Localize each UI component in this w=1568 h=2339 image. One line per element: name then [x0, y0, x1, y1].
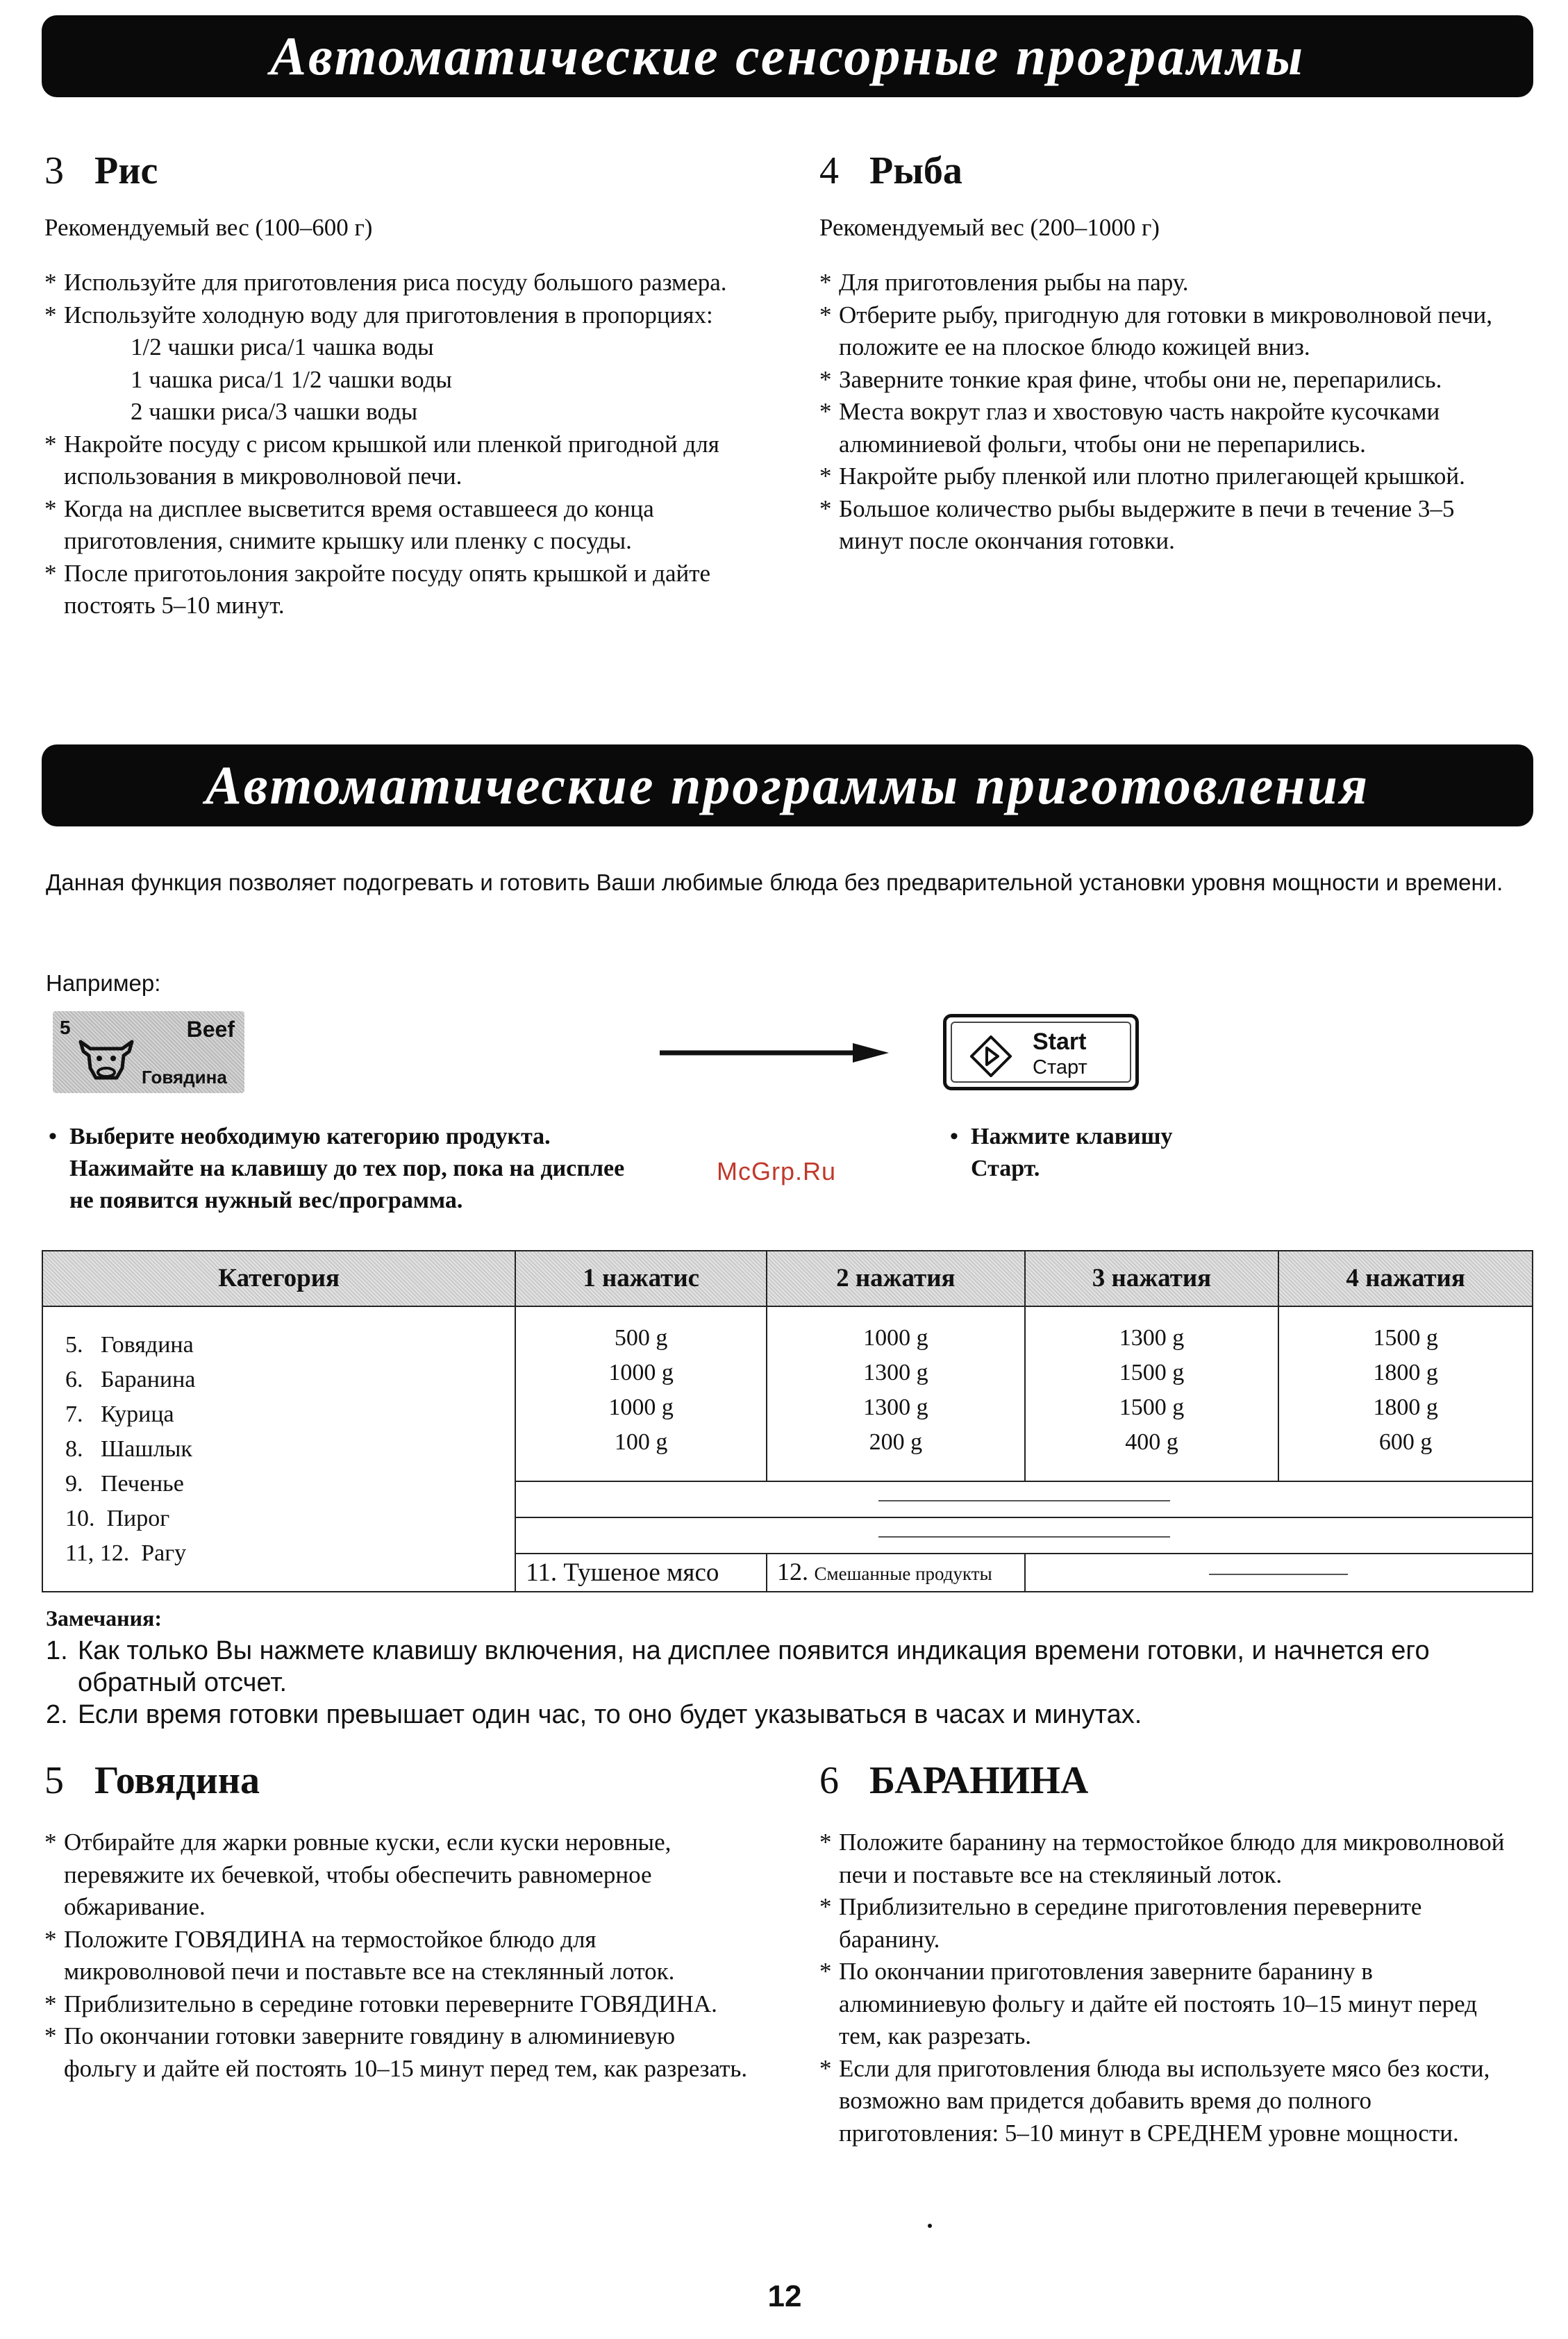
step-press-start [971, 1121, 1172, 1185]
category-item: 5. Говядина [65, 1332, 194, 1358]
cookies-no-options [515, 1481, 1533, 1517]
lamb-heading [819, 1758, 1088, 1803]
beef-heading [44, 1758, 260, 1803]
note-number: 2. [46, 1700, 68, 1729]
mixed-label: Смешанные продукты [814, 1563, 992, 1584]
fish-instructions [819, 267, 1521, 558]
beef-key-label-ru: Говядина [142, 1067, 227, 1088]
rice-ratio-2: 1 чашка риса/1 1/2 чашки воды [131, 365, 452, 393]
list-item: * Накройте рыбу пленкой или плотно прилегающей крышкой. [819, 460, 1521, 493]
list-item [44, 299, 774, 428]
value-cell: 1000 g [608, 1395, 674, 1420]
value-cell: 1300 g [1119, 1325, 1185, 1351]
watermark: McGrp.Ru [717, 1157, 837, 1185]
header-press-1: 1 нажатис [515, 1251, 767, 1306]
category-item: 11, 12. Рагу [65, 1540, 187, 1566]
example-label: Например: [46, 970, 161, 996]
step2-line-1: • Нажмите клавишу [971, 1124, 1173, 1149]
start-diamond-icon [970, 1035, 1012, 1077]
lamb-title: БАРАНИНА [869, 1759, 1089, 1802]
category-item: 10. Пирог [65, 1506, 170, 1531]
header-press-2: 2 нажатия [767, 1251, 1025, 1306]
start-key-label-ru: Старт [1033, 1056, 1087, 1079]
value-cell: 1000 g [863, 1325, 928, 1351]
lamb-number: 6 [819, 1759, 839, 1802]
list-item: * После приготоьлония закройте посуду опять крышкой и дайте постоять 5–10 минут. [44, 558, 774, 622]
list-item: * Положите баранину на термостойкое блюдо для микроволновой печи и поставьте все на стекляиный лоток. [819, 1826, 1521, 1891]
value-cell: 500 g [614, 1325, 668, 1351]
beef-key-illustration [53, 1011, 244, 1093]
note-text: Как только Вы нажмете клавишу включения, на дисплее появится индикация времени готовки, и начнется его обратный отсчет. [78, 1636, 1430, 1697]
value-cell: 1300 g [863, 1360, 928, 1385]
category-list [42, 1306, 515, 1592]
press-1-values [515, 1306, 767, 1481]
start-key-label-en: Start [1033, 1029, 1087, 1055]
list-item: * Приблизительно в середине приготовления переверните баранину. [819, 1891, 1521, 1956]
beef-instructions [44, 1826, 753, 2085]
intro-text: Данная функция позволяет подогревать и готовить Ваши любимые блюда без предварительной установки уровня мощности и времени. [46, 869, 1503, 895]
pie-no-options [515, 1517, 1533, 1554]
lamb-instructions [819, 1826, 1521, 2149]
list-item: * Отбирайте для жарки ровные куски, если куски неровные, перевяжите их бечевкой, чтобы обеспечить равномерное обжаривание. [44, 1826, 753, 1924]
note-text: Если время готовки превышает один час, то оно будет указываться в часах и минутах. [78, 1700, 1142, 1729]
value-cell: 1000 g [608, 1360, 674, 1385]
category-item: 9. Печенье [65, 1471, 184, 1497]
list-item [46, 1699, 1518, 1731]
beef-title: Говядина [94, 1759, 260, 1802]
list-item: * Если для приготовления блюда вы используете мясо без кости, возможно вам придется добавить время до полного приготовления: 5–10 минут в СРЕДНЕМ уровне мощности. [819, 2053, 1521, 2150]
category-item: 8. Шашлык [65, 1436, 192, 1462]
mixed-cell [767, 1554, 1025, 1592]
value-cell: 400 g [1125, 1429, 1178, 1455]
beef-number: 5 [44, 1759, 64, 1802]
value-cell: 600 g [1378, 1429, 1433, 1455]
notes-title: Замечания: [46, 1606, 162, 1631]
dash-line [878, 1500, 1170, 1501]
section-banner-sensor-programs: Автоматические сенсорные программы [42, 15, 1533, 97]
rice-heading [44, 149, 158, 193]
list-item: * Приблизительно в середине готовки переверните ГОВЯДИНА. [44, 1988, 753, 2021]
press-3-values [1025, 1306, 1279, 1481]
notes-list [46, 1635, 1518, 1731]
list-item: * Места вокрут глаз и хвостовую часть накройте кусочками алюминиевой фольги, чтобы они не перепарились. [819, 396, 1521, 460]
category-item: 6. Баранина [65, 1367, 196, 1392]
list-item [46, 1635, 1518, 1699]
value-cell: 1500 g [1119, 1360, 1185, 1385]
list-item: * Отберите рыбу, пригодную для готовки в микроволновой печи, положите ее на плоское блюдо кожицей вниз. [819, 299, 1521, 364]
rice-recommended-weight: Рекомендуемый вес (100–600 г) [44, 214, 373, 241]
list-item: * По окончании приготовления заверните баранину в алюминиевую фольгу и дайте ей постоять 10–15 минут перед тем, как разрезать. [819, 1956, 1521, 2053]
beef-key-number: 5 [60, 1017, 71, 1038]
header-press-3: 3 нажатия [1025, 1251, 1279, 1306]
rice-instructions [44, 267, 774, 622]
rice-ratio-3: 2 чашки риса/3 чашки воды [131, 398, 418, 425]
rice-number: 3 [44, 149, 64, 192]
start-key-illustration [943, 1014, 1139, 1090]
rice-title: Рис [94, 149, 158, 192]
stew-no-options [1025, 1554, 1533, 1592]
rice-water-intro: Используйте холодную воду для приготовления в пропорциях: [64, 301, 713, 328]
print-dot [928, 2224, 932, 2228]
value-cell: 1300 g [863, 1395, 928, 1420]
mixed-number: 12. [776, 1558, 808, 1585]
list-item: * Для приготовления рыбы на пару. [819, 267, 1521, 299]
page-number: 12 [767, 2279, 802, 2313]
value-cell: 100 g [614, 1429, 668, 1455]
rice-ratio-1: 1/2 чашки риса/1 чашка воды [131, 333, 434, 360]
step2-line-2: Старт. [971, 1156, 1040, 1181]
value-cell: 200 g [869, 1429, 923, 1455]
beef-key-label-en: Beef [186, 1017, 235, 1042]
category-item: 7. Курица [65, 1401, 174, 1427]
note-number: 1. [46, 1636, 68, 1665]
dash-line [1209, 1574, 1348, 1575]
stew-cell: 11. Тушеное мясо [515, 1554, 767, 1592]
press-4-values [1278, 1306, 1533, 1481]
list-item: * Заверните тонкие края фине, чтобы они не, перепарились. [819, 364, 1521, 397]
fish-heading [819, 149, 962, 193]
header-category: Категория [42, 1251, 515, 1306]
value-cell: 1500 g [1119, 1395, 1185, 1420]
list-item: * По окончании готовки заверните говядину в алюминиевую фольгу и дайте ей постоять 10–15 минут перед тем, как разрезать. [44, 2020, 753, 2085]
list-item: * Когда на дисплее высветится время оставшееся до конца приготовления, снимите крышку или пленку с посуды. [44, 493, 774, 558]
header-press-4: 4 нажатия [1278, 1251, 1533, 1306]
section-banner-auto-programs: Автоматические программы приготовления [42, 744, 1533, 826]
step1-line-1: • Выберите необходимую категорию продукта. [69, 1124, 551, 1149]
list-item: * Большое количество рыбы выдержите в печи в течение 3–5 минут после окончания готовки. [819, 493, 1521, 558]
list-item: * Положите ГОВЯДИНА на термостойкое блюдо для микроволновой печи и поставьте все на стеклянный лоток. [44, 1924, 753, 1988]
step1-line-3: не появится нужный вес/программа. [69, 1188, 463, 1213]
cow-icon [76, 1035, 136, 1085]
arrow-right-icon [660, 1040, 889, 1065]
step1-line-2: Нажимайте на клавишу до тех пор, пока на дисплее [69, 1156, 625, 1181]
value-cell: 1800 g [1373, 1395, 1438, 1420]
value-cell: 1800 g [1373, 1360, 1438, 1385]
step-select-category [69, 1121, 624, 1217]
value-cell: 1500 g [1373, 1325, 1438, 1351]
auto-program-table [42, 1250, 1533, 1592]
list-item: * Используйте для приготовления риса посуду большого размера. [44, 267, 774, 299]
fish-number: 4 [819, 149, 839, 192]
fish-title: Рыба [869, 149, 962, 192]
fish-recommended-weight: Рекомендуемый вес (200–1000 г) [819, 214, 1160, 241]
list-item: * Накройте посуду с рисом крышкой или пленкой пригодной для использования в микроволновой печи. [44, 428, 774, 493]
table-header-row [42, 1251, 1533, 1306]
dash-line [878, 1536, 1170, 1538]
press-2-values [767, 1306, 1025, 1481]
table-row [42, 1306, 1533, 1481]
